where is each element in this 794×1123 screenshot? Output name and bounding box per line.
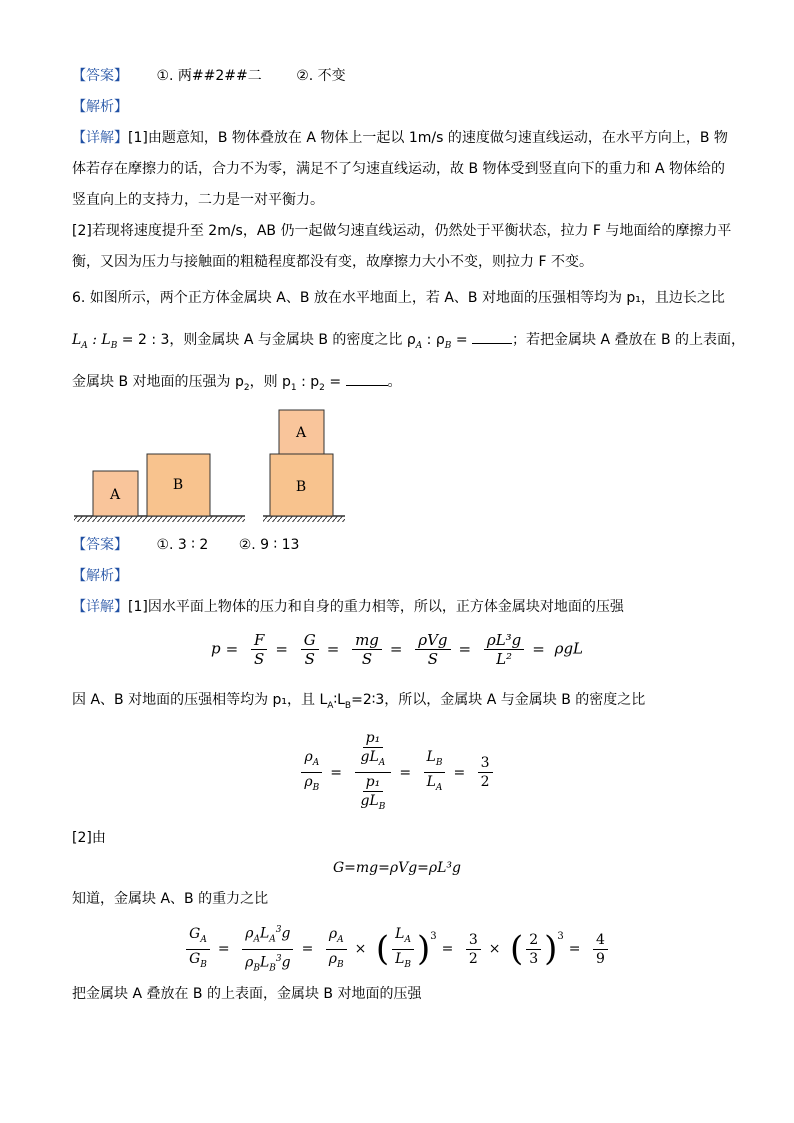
analysis6-line3: [2]由	[72, 830, 106, 846]
answer-line-6: 【答案】 ①. 3 ∶ 2 ②. 9 ∶ 13	[72, 537, 300, 553]
answer-1: ①. 两##2##二	[156, 68, 262, 84]
block-b-right-label: B	[295, 479, 307, 495]
question6-line1: 6. 如图所示，两个正方体金属块 A、B 放在水平地面上，若 A、B 对地面的压强相等均为 p₁，且边长之比	[72, 290, 725, 306]
equation-gravity-ratio: $\frac{G_A}{G_B}$ = $\frac{\rho_AL_A^3g}{\rho_BL_B^3g}$ = $\frac{\rho_A}{\rho_B}$ × ( $\frac{L_A}{L_B}$ )$^3$= $\frac{3}{2}$ × ( $\frac{2}{3}$ )$^3$= $\frac{4}{9}$	[0, 922, 794, 976]
analysis6-line1: 【详解】[1]因水平面上物体的压力和自身的重力相等，所以，正方体金属块对地面的压强	[72, 599, 624, 615]
ground-hatch-left	[74, 516, 245, 522]
ground-hatch-right	[263, 516, 345, 522]
analysis6-line5: 把金属块 A 叠放在 B 的上表面，金属块 B 对地面的压强	[72, 986, 422, 1002]
detail-tag: 【详解】	[72, 130, 128, 146]
blank-1	[472, 331, 512, 344]
analysis6-line2: 因 A、B 对地面的压强相等均为 p₁，且 $L_A∶L_B=2∶3$，所以，金属块 A 与金属块 B 的密度之比	[72, 692, 646, 711]
equation-gravity: G=mg=ρVg=ρL³g	[332, 860, 462, 876]
question6-line2: $L_A$ : $L_B = 2$ : 3，则金属块 A 与金属块 B 的密度之比 $\rho_A$ : $\rho_B$ = ；若把金属块 A 叠放在 B 的上表面，	[72, 332, 745, 351]
equation-density-ratio: $\frac{\rho_A}{\rho_B}$ = $\frac{\frac{\text{p₁}}{gL_A}}{\frac{\text{p₁}}{gL_B}}$ = $\frac{L_B}{L_A}$ = $\frac{3}{2}$	[0, 730, 794, 815]
question6-line3: 金属块 B 对地面的压强为 $p_2$，则 $p_1$ : $p_2$ = 。	[72, 374, 402, 393]
block-a-left-label: A	[109, 487, 121, 503]
equation-pressure: p = $\frac{F}{S}$ = $\frac{G}{S}$ = $\frac{mg}{S}$ = $\frac{\text{ρVg}}{S}$ = $\frac{\text{ρL³g}}{\text{L²}}$ = ρgL	[210, 631, 584, 668]
analysis5-line5: 衡，又因为压力与接触面的粗糙程度都没有变，故摩擦力大小不变，则拉力 F 不变。	[72, 254, 593, 270]
analysis5-line1: 【详解】[1]由题意知，B 物体叠放在 A 物体上一起以 1m/s 的速度做匀速直线运动，在水平方向上，B 物	[72, 130, 728, 146]
blocks-figure	[70, 405, 360, 530]
block-b-left-label: B	[172, 477, 184, 493]
answer-tag: 【答案】	[72, 68, 128, 84]
answer6-1: ①. 3 ∶ 2	[156, 537, 209, 553]
analysis5-line4: [2]若现将速度提升至 2m/s，AB 仍一起做匀速直线运动，仍然处于平衡状态，拉力 F 与地面给的摩擦力平	[72, 223, 732, 239]
answer-line-5	[72, 66, 346, 86]
answer6-2: ②. 9 ∶ 13	[238, 537, 300, 553]
answer-2: ②. 不变	[296, 68, 346, 84]
blank-2	[346, 373, 388, 386]
analysis5-line3: 竖直向上的支持力，二力是一对平衡力。	[72, 192, 324, 208]
block-a-right-label: A	[295, 425, 307, 441]
analysis-tag-6: 【解析】	[72, 568, 128, 584]
analysis6-line4: 知道，金属块 A、B 的重力之比	[72, 891, 269, 907]
analysis-tag-5: 【解析】	[72, 99, 128, 115]
analysis5-line2: 体若存在摩擦力的话，合力不为零，满足不了匀速直线运动，故 B 物体受到竖直向下的重力和 A 物体给的	[72, 161, 725, 177]
